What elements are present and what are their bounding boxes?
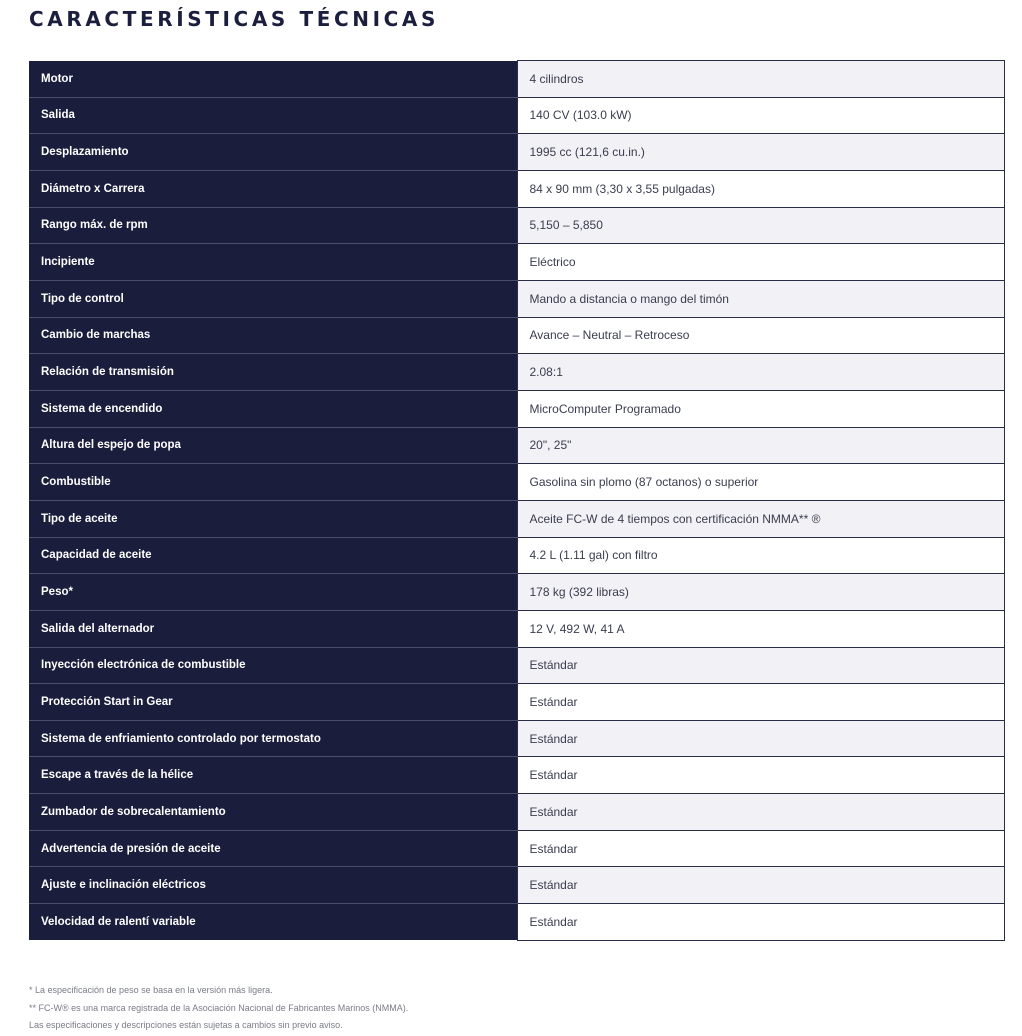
spec-value: 4.2 L (1.11 gal) con filtro xyxy=(517,537,1004,574)
spec-row xyxy=(29,794,1004,831)
spec-label: Salida del alternador xyxy=(29,610,517,647)
spec-label: Peso* xyxy=(29,574,517,611)
spec-value: 5,150 – 5,850 xyxy=(517,207,1004,244)
spec-row xyxy=(29,610,1004,647)
spec-value: 4 cilindros xyxy=(517,61,1004,98)
spec-value: Estándar xyxy=(517,647,1004,684)
spec-value: Estándar xyxy=(517,867,1004,904)
spec-row xyxy=(29,904,1004,941)
spec-label: Sistema de encendido xyxy=(29,390,517,427)
footnote-disclaimer: Las especificaciones y descripciones están sujetas a cambios sin previo aviso. xyxy=(29,1020,343,1030)
spec-value: MicroComputer Programado xyxy=(517,390,1004,427)
spec-label: Zumbador de sobrecalentamiento xyxy=(29,794,517,831)
spec-label: Rango máx. de rpm xyxy=(29,207,517,244)
spec-row xyxy=(29,537,1004,574)
spec-row xyxy=(29,317,1004,354)
spec-row xyxy=(29,464,1004,501)
spec-row xyxy=(29,170,1004,207)
spec-label: Inyección electrónica de combustible xyxy=(29,647,517,684)
spec-row xyxy=(29,390,1004,427)
spec-row xyxy=(29,427,1004,464)
spec-label: Incipiente xyxy=(29,244,517,281)
spec-value: Estándar xyxy=(517,684,1004,721)
spec-row xyxy=(29,207,1004,244)
spec-label: Cambio de marchas xyxy=(29,317,517,354)
spec-label: Escape a través de la hélice xyxy=(29,757,517,794)
spec-label: Protección Start in Gear xyxy=(29,684,517,721)
spec-value: Gasolina sin plomo (87 octanos) o superior xyxy=(517,464,1004,501)
spec-value: Estándar xyxy=(517,757,1004,794)
spec-row xyxy=(29,97,1004,134)
page-title: CARACTERÍSTICAS TÉCNICAS xyxy=(29,7,439,31)
spec-row xyxy=(29,684,1004,721)
spec-value: 20", 25" xyxy=(517,427,1004,464)
spec-value: Mando a distancia o mango del timón xyxy=(517,280,1004,317)
spec-label: Tipo de aceite xyxy=(29,500,517,537)
spec-label: Altura del espejo de popa xyxy=(29,427,517,464)
spec-row xyxy=(29,574,1004,611)
spec-row xyxy=(29,757,1004,794)
spec-value: Estándar xyxy=(517,720,1004,757)
spec-value: Estándar xyxy=(517,794,1004,831)
spec-row xyxy=(29,280,1004,317)
spec-value: 1995 cc (121,6 cu.in.) xyxy=(517,134,1004,171)
spec-label: Salida xyxy=(29,97,517,134)
spec-label: Desplazamiento xyxy=(29,134,517,171)
footnote-weight: * La especificación de peso se basa en la versión más ligera. xyxy=(29,985,273,995)
spec-label: Combustible xyxy=(29,464,517,501)
spec-label: Sistema de enfriamiento controlado por termostato xyxy=(29,720,517,757)
spec-value: Estándar xyxy=(517,904,1004,941)
spec-row xyxy=(29,61,1004,98)
spec-label: Relación de transmisión xyxy=(29,354,517,391)
spec-value: 2.08:1 xyxy=(517,354,1004,391)
spec-label: Ajuste e inclinación eléctricos xyxy=(29,867,517,904)
spec-row xyxy=(29,720,1004,757)
spec-label: Diámetro x Carrera xyxy=(29,170,517,207)
spec-label: Velocidad de ralentí variable xyxy=(29,904,517,941)
spec-value: 12 V, 492 W, 41 A xyxy=(517,610,1004,647)
spec-value: Aceite FC-W de 4 tiempos con certificación NMMA** ® xyxy=(517,500,1004,537)
spec-row xyxy=(29,134,1004,171)
spec-table-body xyxy=(29,61,1004,941)
footnotes xyxy=(29,982,408,1035)
spec-label: Motor xyxy=(29,61,517,98)
spec-value: Estándar xyxy=(517,830,1004,867)
spec-value: 178 kg (392 libras) xyxy=(517,574,1004,611)
spec-label: Tipo de control xyxy=(29,280,517,317)
spec-label: Advertencia de presión de aceite xyxy=(29,830,517,867)
spec-row xyxy=(29,647,1004,684)
footnote-fcw-trademark: ** FC-W® es una marca registrada de la Asociación Nacional de Fabricantes Marinos (NMMA). xyxy=(29,1002,409,1013)
spec-value: 84 x 90 mm (3,30 x 3,55 pulgadas) xyxy=(517,170,1004,207)
spec-value: Avance – Neutral – Retroceso xyxy=(517,317,1004,354)
spec-row xyxy=(29,354,1004,391)
spec-row xyxy=(29,500,1004,537)
spec-table xyxy=(29,60,1005,941)
spec-row xyxy=(29,867,1004,904)
spec-value: 140 CV (103.0 kW) xyxy=(517,97,1004,134)
spec-value: Eléctrico xyxy=(517,244,1004,281)
spec-row xyxy=(29,830,1004,867)
spec-label: Capacidad de aceite xyxy=(29,537,517,574)
spec-row xyxy=(29,244,1004,281)
